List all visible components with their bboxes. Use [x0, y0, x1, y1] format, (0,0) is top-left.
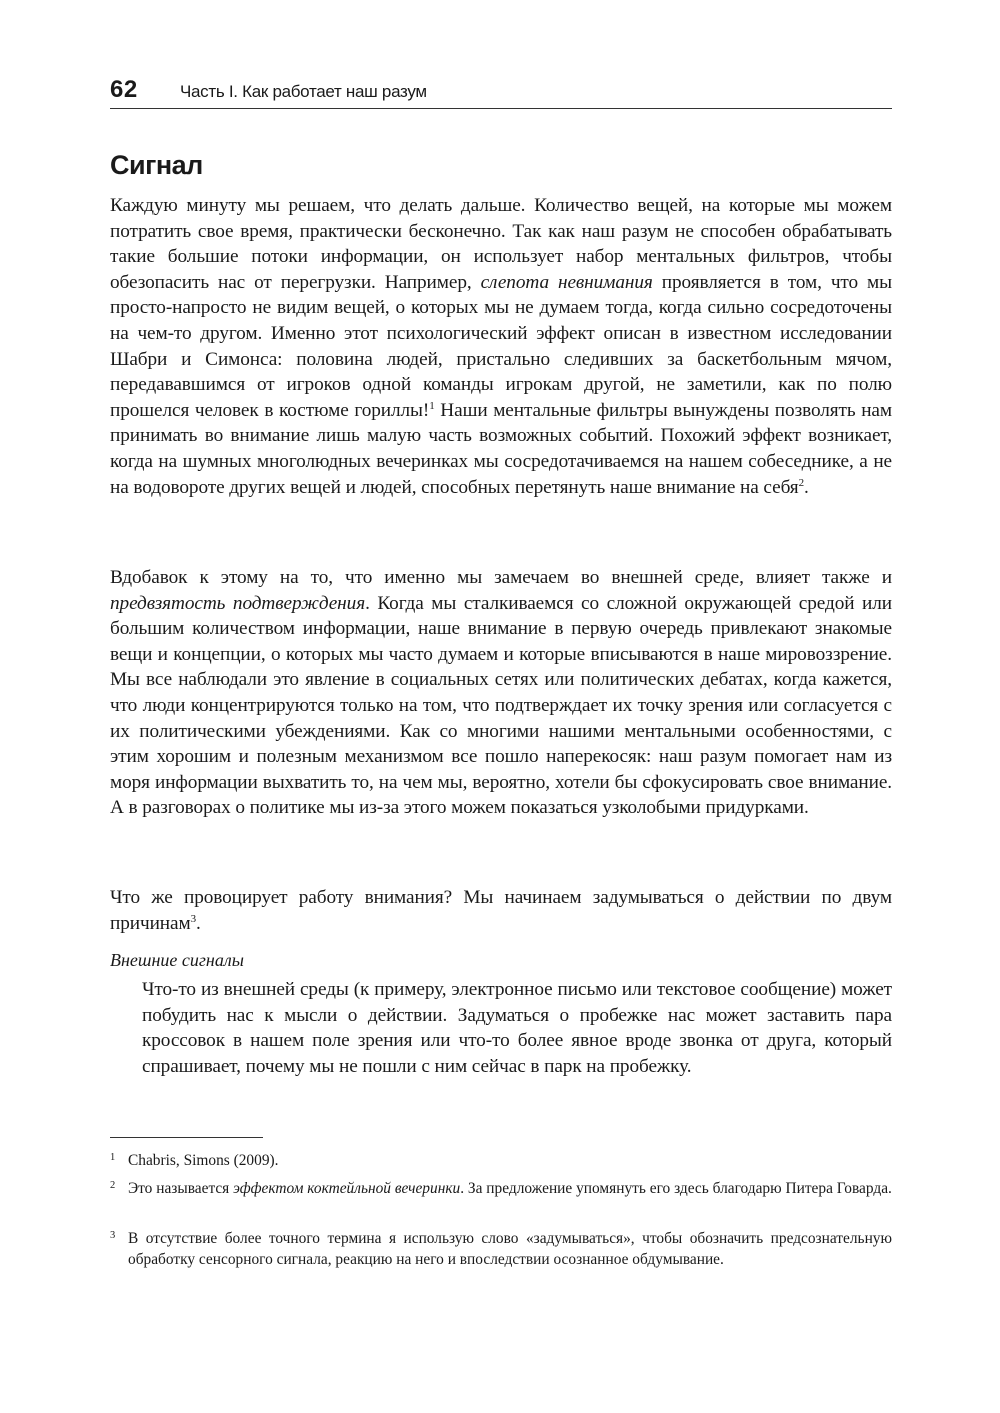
- paragraph-3-text-b: .: [195, 912, 201, 934]
- paragraph-1-text-d: .: [803, 476, 809, 498]
- paragraph-3-text-a: Что же провоцирует работу внимания? Мы начинаем задумываться о действии по двум причинам: [110, 887, 892, 934]
- page-number: 62: [110, 76, 138, 103]
- footnote-1: [110, 1150, 892, 1171]
- chapter-title: Часть I. Как работает наш разум: [180, 82, 427, 101]
- footnote-3-text: В отсутствие более точного термина я использую слово «задумываться», чтобы обозначить предсознательную обработку сенсорного сигнала, реакцию на него и впоследствии осознанное обдумывание.: [128, 1230, 892, 1268]
- paragraph-1: [110, 193, 892, 500]
- paragraph-2-text-b: . Когда мы сталкиваемся со сложной окружающей средой или большим количеством информации, наше внимание в первую очередь привлекают знакомые вещи и концепции, о которых мы часто думаем и которые вписываются в наше мировоззрение. Мы все наблюдали это явление в социальных сетях или политических дебатах, когда кажется, что люди концентрируются только на том, что подтверждает их точку зрения или согласуется с их политическими убеждениями. Как со многими нашими ментальными особенностями, с этим хорошим и полезным механизмом все пошло наперекосяк: наш разум помогает нам из моря информации выхватить то, на чем мы, вероятно, хотели бы сфокусировать свое внимание. А в разговорах о политике мы из-за этого можем показаться узколобыми придурками.: [110, 592, 892, 819]
- footnote-1-text: Chabris, Simons (2009).: [128, 1152, 279, 1169]
- footnote-2-text-b: . За предложение упомянуть его здесь благодарю Питера Говарда.: [460, 1180, 892, 1197]
- paragraph-3: [110, 885, 892, 936]
- footnote-divider: [110, 1137, 263, 1138]
- footnote-ref-3[interactable]: 3: [190, 912, 196, 925]
- running-header: [110, 72, 892, 109]
- paragraph-2: [110, 565, 892, 821]
- footnote-ref-1[interactable]: 1: [429, 399, 435, 412]
- paragraph-1-text-c: Наши ментальные фильтры вынуждены позволять нам принимать во внимание лишь малую часть возможных событий. Похожий эффект возникает, когда на шумных многолюдных вечеринках мы сосредотачиваемся на нашем собеседнике, а не на водовороте других вещей и людей, способных перетянуть наше внимание на себя: [110, 399, 892, 498]
- term-cocktail-party-effect: эффектом коктейльной вечеринки: [233, 1180, 461, 1197]
- external-signals-heading: Внешние сигналы: [110, 950, 244, 970]
- paragraph-1-text-a: Каждую минуту мы решаем, что делать дальше. Количество вещей, на которые мы можем потратить свое время, практически бесконечно. Так как наш разум не способен обрабатывать такие большие потоки информации, он использует набор ментальных фильтров, чтобы обезопасить нас от перегрузки. Например,: [110, 195, 892, 293]
- footnote-2-text-a: Это называется: [128, 1180, 234, 1197]
- term-confirmation-bias: предвзятость подтверждения: [110, 592, 366, 614]
- footnote-1-number: 1: [110, 1152, 116, 1163]
- section-title: Сигнал: [110, 150, 203, 180]
- paragraph-1-text-b: проявляется в том, что мы просто-напросто не видим вещей, о которых мы не думаем тогда, когда сильно сосредоточены на чем-то другом. Именно этот психологический эффект описан в известном исследовании Шабри и Симонса: половина людей, пристально следивших за баскетбольным мячом, передававшимся от игроков одной команды игрокам другой, не заметили, как по полю прошелся человек в костюме гориллы!: [110, 271, 893, 421]
- footnote-2-number: 2: [110, 1180, 116, 1191]
- external-signals-text: Что-то из внешней среды (к примеру, электронное письмо или текстовое сообщение) может побудить нас к мысли о действии. Задуматься о пробежке нас может заставить пара кроссовок в нашем поле зрения или что-то более явное вроде звонка от друга, который спрашивает, почему мы не пошли с ним сейчас в парк на пробежку.: [142, 979, 892, 1077]
- footnote-2-text: [128, 1178, 892, 1199]
- footnote-3: [110, 1228, 892, 1270]
- term-inattentional-blindness: слепота невнимания: [480, 271, 653, 293]
- footnote-2: [110, 1178, 892, 1199]
- paragraph-2-text-a: Вдобавок к этому на то, что именно мы замечаем во внешней среде, влияет также и: [110, 567, 892, 588]
- footnote-3-number: 3: [110, 1230, 116, 1241]
- footnote-ref-2[interactable]: 2: [798, 476, 804, 489]
